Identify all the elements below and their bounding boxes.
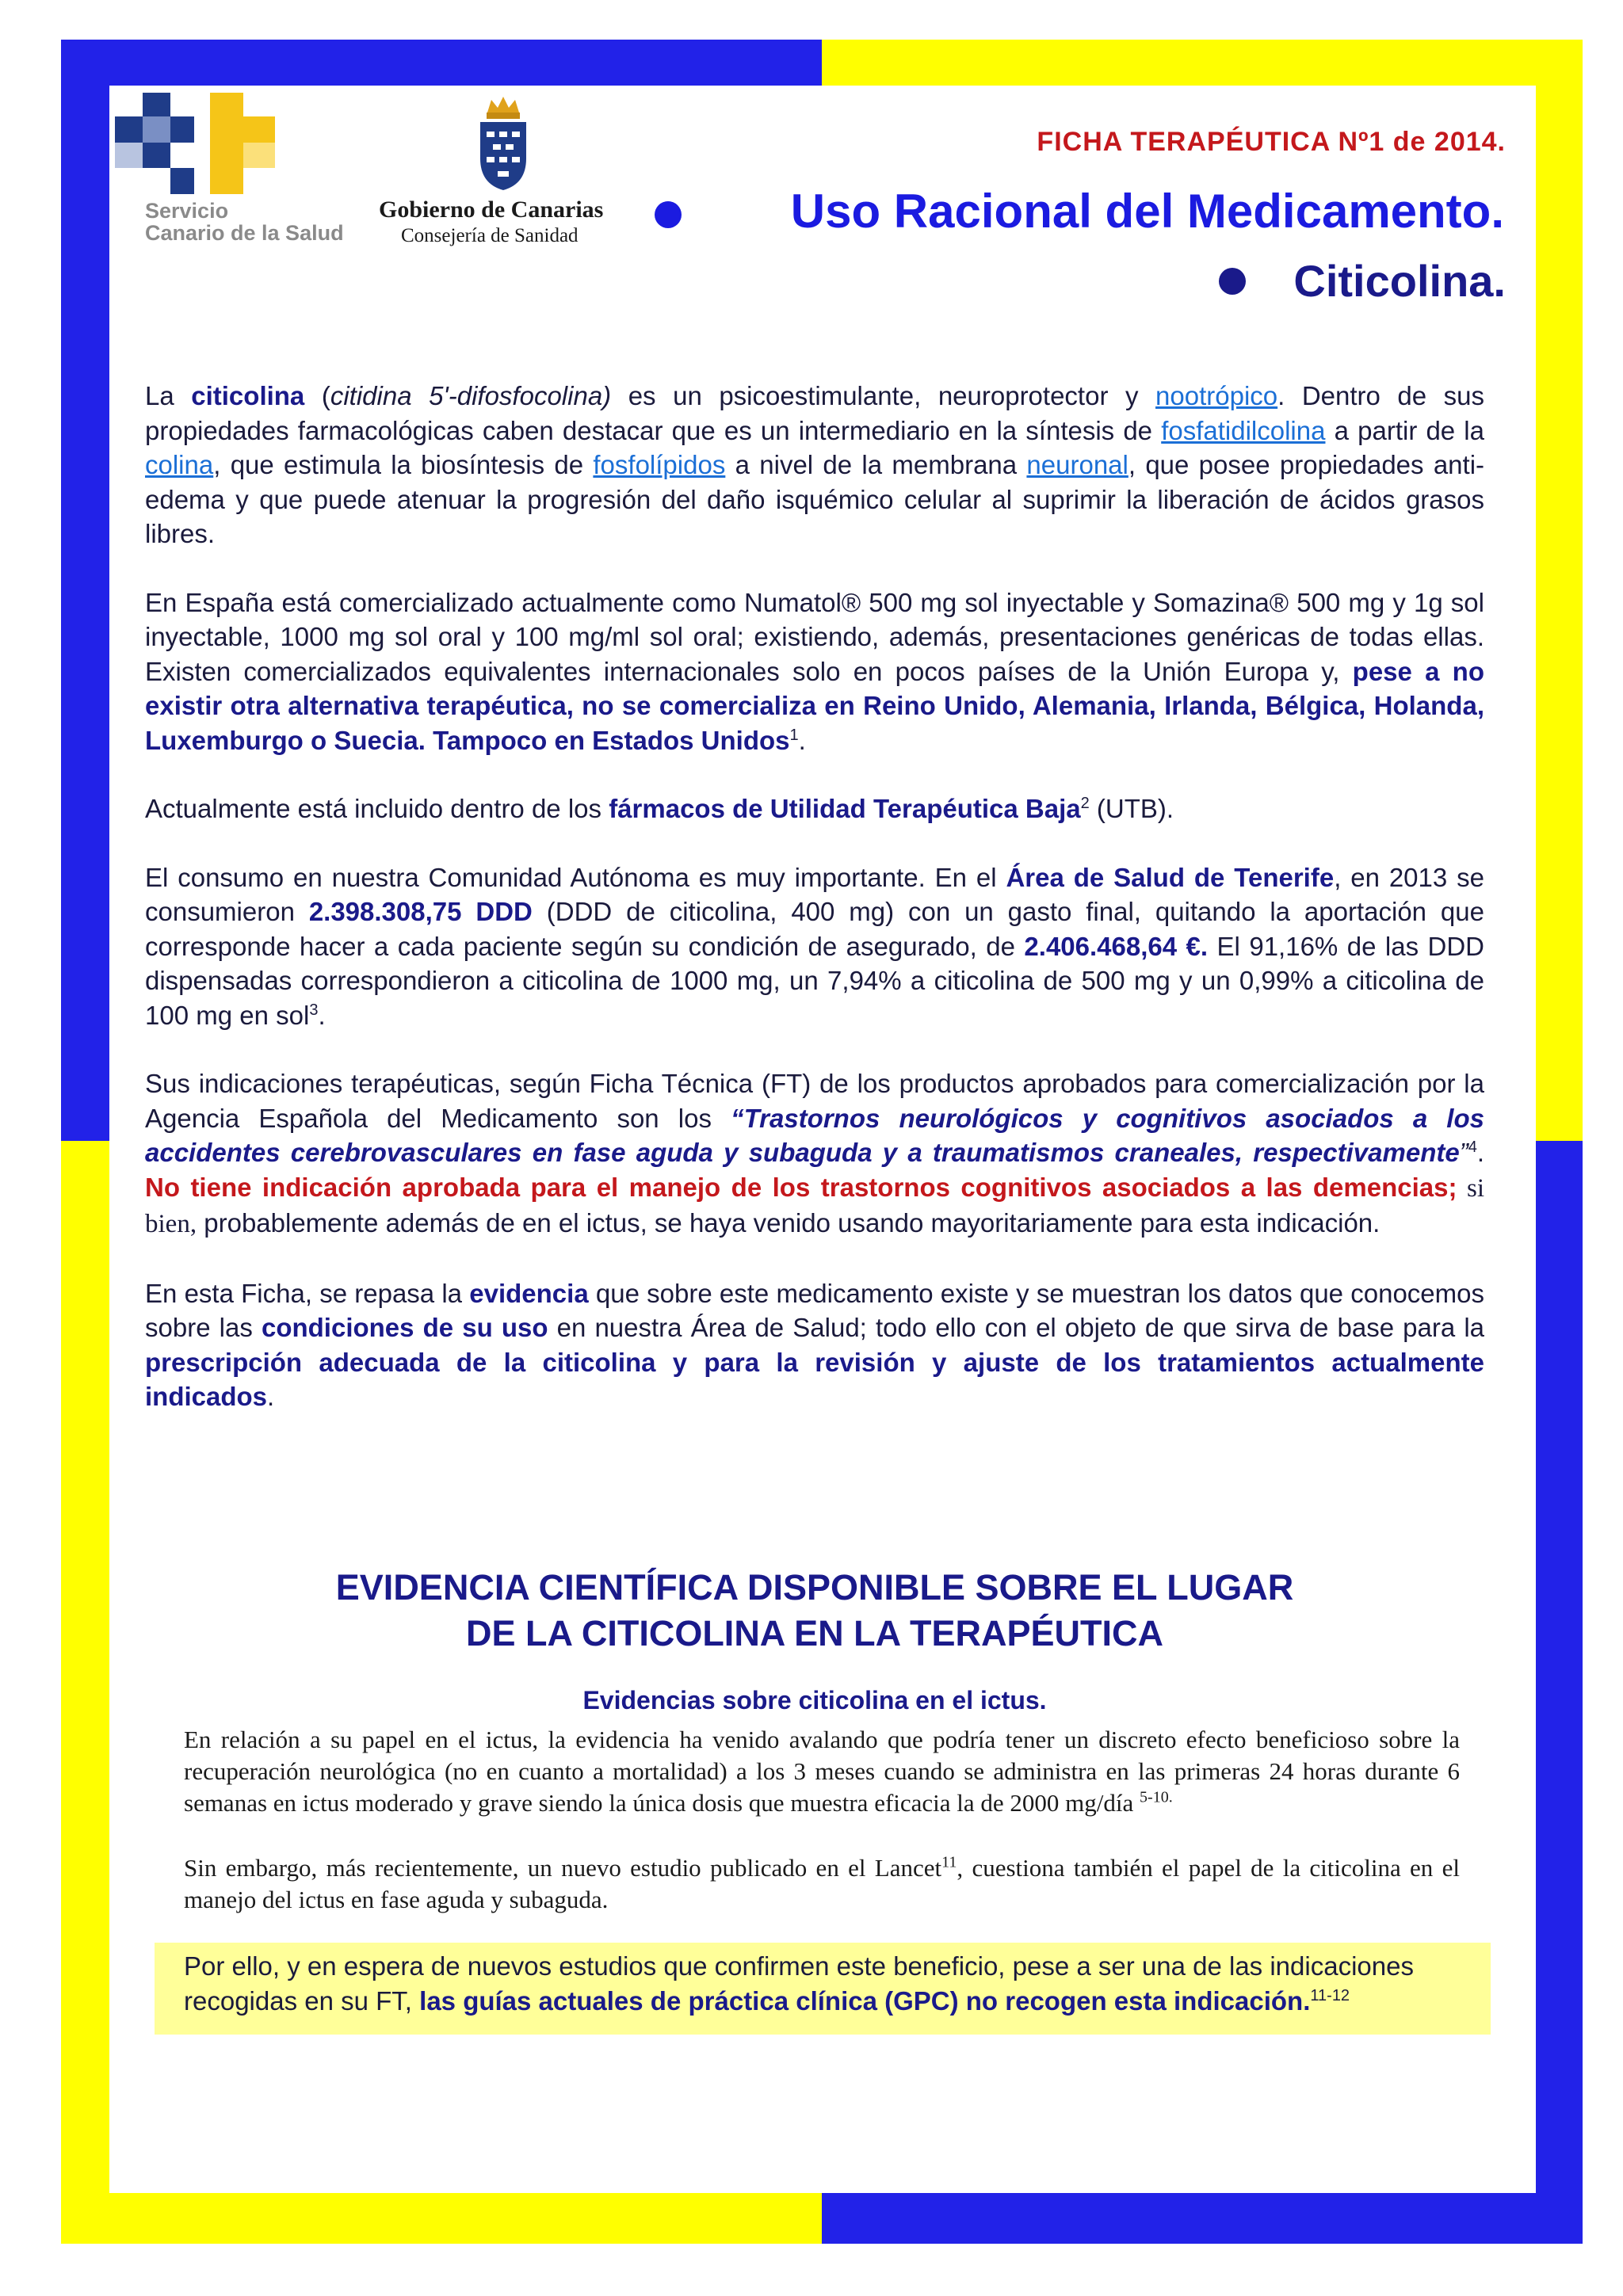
paragraph-3: Actualmente está incluido dentro de los fármacos de Utilidad Terapéutica Baja$^2$ (UTB). bbox=[145, 794, 1174, 823]
evidence-heading: EVIDENCIA CIENTÍFICA DISPONIBLE SOBRE EL LUGAR DE LA CITICOLINA EN LA TERAPÉUTICA bbox=[335, 1567, 1294, 1653]
consejeria-subtitle: Consejería de Sanidad bbox=[401, 225, 579, 246]
link-nootropico[interactable]: nootrópico bbox=[1155, 381, 1278, 410]
link-fosfolipidos[interactable]: fosfolípidos bbox=[593, 450, 726, 479]
bullet-dot-icon bbox=[1219, 268, 1246, 295]
link-fosfatidilcolina[interactable]: fosfatidilcolina bbox=[1161, 415, 1326, 445]
paragraph-2: En España está comercializado actualmente como Numatol® 500 mg sol inyectable y Somazina® 500 mg y 1g sol inyectable, 1000 mg sol oral y 100 mg/ml sol oral; existiendo, además, presentaciones genéricas de todas ellas. Existen comercializados equivalentes internacionales solo en pocos países de la Unión Europa y, pese a no existir otra alternativa terapéutica, no se comercializa en Reino Unido, Alemania, Irlanda, Bélgica, Holanda, Luxemburgo o Suecia. Tampoco en Estados Unidos$^1$. bbox=[145, 587, 1484, 755]
paragraph-1: La citicolina (citidina 5'-difosfocolina) es un psicoestimulante, neuroprotector y nootrópico. Dentro de sus propiedades farmacológicas caben destacar que es un intermediario en la síntesis de fosfatidilcolina a partir de la colina, que estimula la biosíntesis de fosfolípidos a nivel de la membrana neuronal, que posee propiedades anti-edema y que puede atenuar la progresión del daño isquémico celular al suprimir la liberación de ácidos grasos libres. bbox=[145, 381, 1485, 548]
paragraph-6: En esta Ficha, se repasa la evidencia que sobre este medicamento existe y se muestran los datos que conocemos sobre las condiciones de su uso en nuestra Área de Salud; todo ello con el objeto de que sirva de base para la prescripción adecuada de la citicolina y para la revisión y ajuste de los tratamientos actualmente indicados. bbox=[145, 1278, 1484, 1411]
evidence-paragraph-1: En relación a su papel en el ictus, la evidencia ha venido avalando que podría tener un discreto efecto beneficioso sobre la recuperación neurológica (no en cuanto a mortalidad) a los 3 meses cuando se administra en las primeras 24 horas durante 6 semanas en ictus moderado y grave siendo la única dosis que muestra eficacia la de 2000 mg/día $^{5-10.}$ bbox=[184, 1726, 1460, 1817]
gobierno-title: Gobierno de Canarias bbox=[379, 196, 604, 223]
paragraph-5: Sus indicaciones terapéuticas, según Ficha Técnica (FT) de los productos aprobados para comercialización por la Agencia Española del Medicamento son los “Trastornos neurológicos y cognitivos asociados a los accidentes cerebrovasculares en fase aguda y subaguda y a traumatismos craneales, respectivamente”$^4$. No tiene indicación aprobada para el manejo de los trastornos cognitivos asociados a las demencias; si bien, probablemente además de en el ictus, se haya venido usando mayoritariamente para esta indicación. bbox=[145, 1069, 1484, 1238]
scs-name: Servicio Canario de la Salud bbox=[145, 199, 344, 245]
intro-body bbox=[145, 379, 1484, 1448]
document-subtitle: Citicolina. bbox=[1293, 256, 1506, 306]
link-colina[interactable]: colina bbox=[145, 450, 214, 479]
paragraph-4: El consumo en nuestra Comunidad Autónoma es muy importante. En el Área de Salud de Tenerife, en 2013 se consumieron 2.398.308,75 DDD (DDD de citicolina, 400 mg) con un gasto final, quitando la aportación que corresponde hacer a cada paciente según su condición de asegurado, de 2.406.468,64 €. El 91,16% de las DDD dispensadas correspondieron a citicolina de 1000 mg, un 7,94% a citicolina de 500 mg y un 0,99% a citicolina de 100 mg en sol$^3$. bbox=[145, 862, 1485, 1030]
evidence-subheading: Evidencias sobre citicolina en el ictus. bbox=[582, 1686, 1047, 1714]
bullet-dot-icon bbox=[655, 201, 682, 228]
document-title: Uso Racional del Medicamento. bbox=[790, 185, 1504, 238]
canarias-shield-icon bbox=[475, 95, 531, 192]
conclusion-text: Por ello, y en espera de nuevos estudios que confirmen este beneficio, pese a ser una de las indicaciones recogidas en su FT, las guías actuales de práctica clínica (GPC) no recogen esta indicación.$^{11-12}$ bbox=[184, 1951, 1414, 2016]
scs-logo-icon bbox=[115, 93, 281, 194]
link-neuronal[interactable]: neuronal bbox=[1026, 450, 1128, 479]
evidence-paragraph-2: Sin embargo, más recientemente, un nuevo estudio publicado en el Lancet$^{11}$, cuestiona también el papel de la citicolina en el manejo del ictus en fase aguda y subaguda. bbox=[184, 1853, 1460, 1913]
evidence-body bbox=[184, 1724, 1460, 1949]
ficha-number: FICHA TERAPÉUTICA Nº1 de 2014. bbox=[1037, 127, 1506, 157]
